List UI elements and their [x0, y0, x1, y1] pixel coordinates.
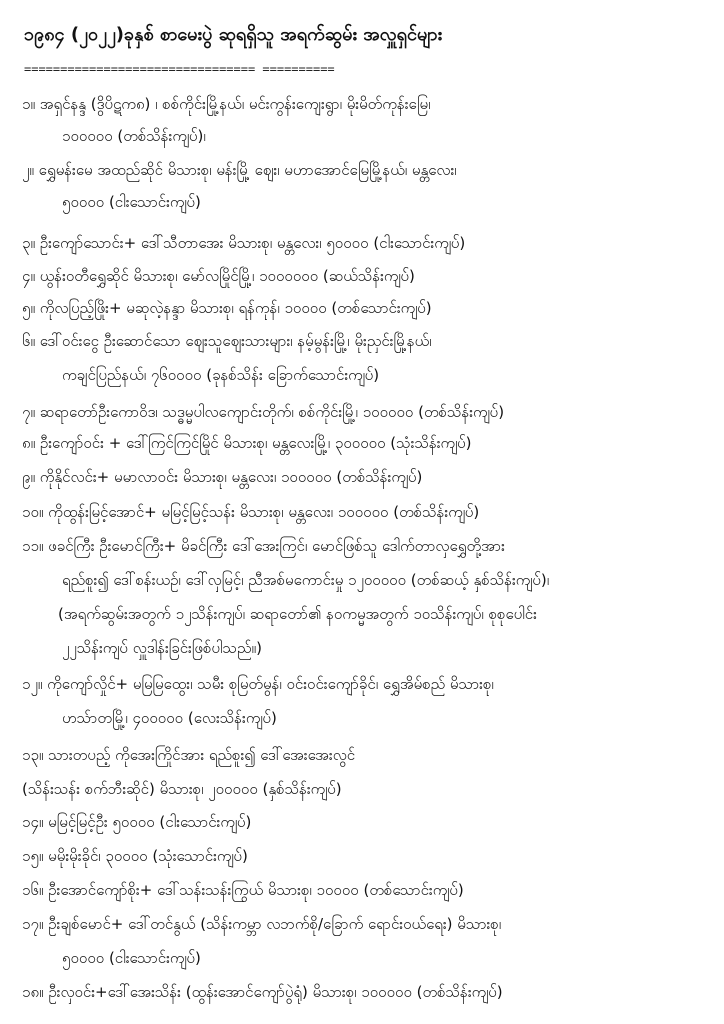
list-item: ၄။ ယွန်းဝတီရွှေဆိုင် မိသားစု၊ မော်လမြိုင်မြို့၊ ၁၀၀၀၀၀၀ (ဆယ်သိန်းကျပ်) [22, 267, 415, 285]
list-item-cont: ရည်စူး၍ ဒေါ်စန်းယဉ်၊ ဒေါ်လှမြင့်၊ ညီအစ်မကောင်းမှု ၁၂၀၀၀၀၀ (တစ်ဆယ့် နှစ်သိန်းကျပ်)၊ [62, 571, 550, 589]
list-item-cont: ကချင်ပြည်နယ်၊ ၇၆၀၀၀၀ (ခုနစ်သိန်း ခြောက်သောင်းကျပ်) [62, 366, 380, 384]
list-item: ၁၇။ ဦးချစ်မောင်+ ဒေါ်တင်နွယ် (သိန်းကမ္ဘာ လဘက်စို/ခြောက် ရောင်းဝယ်ရေး) မိသားစု၊ [22, 915, 502, 933]
list-item: ၁၆။ ဦးအောင်ကျော်စိုး+ ဒေါ်သန်းသန်းကြွယ် မိသားစု၊ ၁၀၀၀၀ (တစ်သောင်းကျပ်) [22, 881, 464, 899]
list-item-cont: ၅၀၀၀၀ (ငါးသောင်းကျပ်) [62, 193, 201, 211]
list-item-cont: ၂၂သိန်းကျပ် လှူဒါန်းခြင်းဖြစ်ပါသည်။) [62, 639, 262, 657]
list-item: ၆။ ဒေါ်ဝင်းငွေ ဦးဆောင်သော ဈေးသူဈေးသားများ၊ နမ့်မွန်းမြို့၊ မိုးညှင်းမြို့နယ်၊ [22, 332, 432, 350]
list-item: ၇။ ဆရာတော်ဦးကောဝိဒ၊ သဒ္ဓမ္မပါလကျောင်းတိုက်၊ စစ်ကိုင်းမြို့၊ ၁၀၀၀၀၀ (တစ်သိန်းကျပ်) [22, 403, 505, 421]
list-item: ၁၂။ ကိုကျော်လှိုင်+ မမြမြထွေး၊ သမီး စုမြတ်မွန်၊ ဝင်းဝင်းကျော်ခိုင်၊ ရွှေအိမ်စည် မိသားစု၊ [22, 675, 494, 693]
list-item: ၂။ ရွှေမန်းမေ အထည်ဆိုင် မိသားစု၊ မန်းမြို့ ဈေး၊ မဟာအောင်မြေမြို့နယ်၊ မန္တလေး၊ [22, 161, 457, 179]
list-item: ၁၃။ သားတပည့် ကိုအေးကြိုင်အား ရည်စူး၍ ဒေါ်အေးအေးလွင် [22, 746, 356, 764]
list-item: ၉။ ကိုနိုင်လင်း+ မမာလာဝင်း မိသားစု၊ မန္တလေး၊ ၁၀၀၀၀၀ (တစ်သိန်းကျပ်) [22, 468, 423, 486]
separator-line: ================================ ========== [24, 62, 335, 76]
list-item: ၁။ အရှင်နန္ဒ (ဒွိပိဋက၈) ၊ စစ်ကိုင်းမြို့နယ်၊ မင်းကွန်းကျေးရွာ၊ မိုးမိတ်ကုန်းမြေ၊ [22, 95, 431, 113]
list-item-cont: ဟသ်ာတမြို့၊ ၄၀၀၀၀၀ (လေးသိန်းကျပ်) [62, 709, 277, 727]
list-item-cont: ၁၀၀၀၀၀ (တစ်သိန်းကျပ်)၊ [62, 127, 206, 145]
list-item: ၁၈။ ဦးလှဝင်း+ဒေါ်အေးသိန်း (ထွန်းအောင်ကျော်ပွဲရုံ) မိသားစု၊ ၁၀၀၀၀၀ (တစ်သိန်းကျပ်) [22, 983, 503, 1001]
list-item: ၁၄။ မမြင့်မြင့်ဦး ၅၀၀၀၀ (ငါးသောင်းကျပ်) [22, 813, 252, 831]
list-item: ၁၀။ ကိုထွန်းမြင့်အောင်+ မမြင့်မြင့်သန်း မိသားစု၊ မန္တလေး၊ ၁၀၀၀၀၀ (တစ်သိန်းကျပ်) [22, 503, 480, 521]
list-item-cont: (အရက်ဆွမ်းအတွက် ၁၂သိန်းကျပ်၊ ဆရာတော်၏ နဝကမ္မအတွက် ၁၀သိန်းကျပ်၊ စုစုပေါင်း [58, 605, 537, 623]
page-title: ၁၉၈၄ (၂၀၂၂)ခုနှစ် စာမေးပွဲ ဆုရရှိသူ အရက်ဆွမ်း အလှူရှင်များ [24, 24, 443, 45]
list-item: ၃။ ဦးကျော်သောင်း+ ဒေါ်သီတာအေး မိသားစု၊ မန္တလေး၊ ၅၀၀၀၀ (ငါးသောင်းကျပ်) [22, 234, 466, 252]
list-item: ၈။ ဦးကျော်ဝင်း + ဒေါ်ကြင်ကြင်မြိုင် မိသားစု၊ မန္တလေးမြို့၊ ၃၀၀၀၀၀ (သုံးသိန်းကျပ်) [22, 434, 472, 452]
list-item: ၁၅။ မမိုးမိုးခိုင်၊ ၃၀၀၀၀ (သုံးသောင်းကျပ်) [22, 847, 248, 865]
list-item: ၅။ ကိုလပြည့်ဖြိုး+ မဆုလဲ့နန္ဒာ မိသားစု၊ ရန်ကုန်၊ ၁၀၀၀၀ (တစ်သောင်းကျပ်) [22, 299, 432, 317]
list-item: ၁၁။ ဖခင်ကြီး ဦးမောင်ကြီး+ မိခင်ကြီး ဒေါ်အေးကြင်၊ မောင်ဖြစ်သူ ဒေါက်တာလှရွှေတို့အား [22, 537, 505, 555]
list-item-cont: (သိန်းသန်း စက်ဘီးဆိုင်) မိသားစု၊ ၂၀၀၀၀၀ (နှစ်သိန်းကျပ်) [22, 780, 342, 798]
list-item-cont: ၅၀၀၀၀ (ငါးသောင်းကျပ်) [62, 949, 201, 967]
